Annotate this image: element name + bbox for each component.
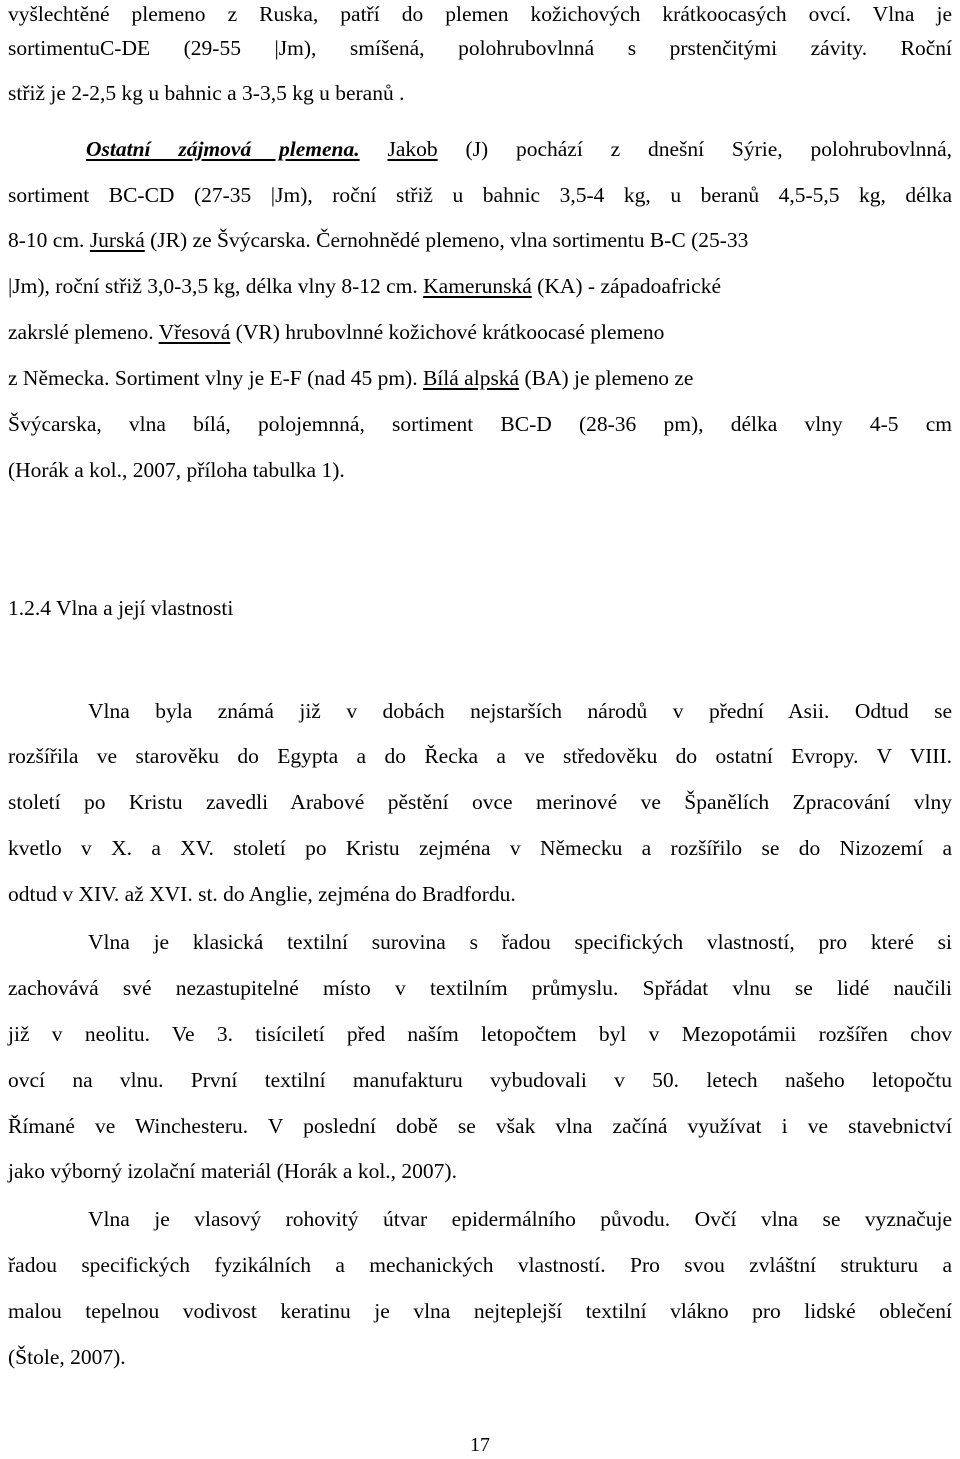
breed-name: Kamerunská	[423, 274, 532, 298]
text-line: jako výborný izolační materiál (Horák a kol., 2007).	[8, 1159, 457, 1183]
text-line: rozšířila ve starověku do Egypta a do Řecka a ve středověku do ostatní Evropy. V VIII.	[8, 744, 952, 768]
text-line: řadou specifických fyzikálních a mechanických vlastností. Pro svou zvláštní strukturu a	[8, 1253, 952, 1277]
breed-name: Bílá alpská	[422, 366, 520, 390]
text-line: odtud v XIV. až XVI. st. do Anglie, zejména do Bradfordu.	[8, 882, 516, 906]
text-span: (VR) hrubovlnné kožichové krátkoocasé plemeno	[230, 320, 665, 344]
text-line: sortiment BC-CD (27-35 |Jm), roční střiž u bahnic 3,5-4 kg, u beranů 4,5-5,5 kg, délka	[8, 183, 952, 207]
text-line: Švýcarska, vlna bílá, polojemnná, sortiment BC-D (28-36 pm), délka vlny 4-5 cm	[8, 412, 952, 436]
text-line: Vlna je klasická textilní surovina s řadou specifických vlastností, pro které si	[88, 930, 952, 954]
text-line: sortimentuC-DE (29-55 |Jm), smíšená, polohrubovlnná s prstenčitými závity. Roční	[8, 36, 952, 60]
page-number: 17	[470, 1434, 490, 1456]
text-line: století po Kristu zavedli Arabové pěstění ovce merinové ve Španělích Zpracování vlny	[8, 790, 952, 814]
text-span: (J) pochází z dnešní Sýrie, polohrubovlnná,	[437, 137, 953, 161]
text-line	[8, 226, 952, 254]
text-line: střiž je 2-2,5 kg u bahnic a 3-3,5 kg u beranů .	[8, 81, 405, 105]
text-line	[8, 364, 952, 392]
text-line: ovcí na vlnu. První textilní manufakturu vybudovali v 50. letech našeho letopočtu	[8, 1068, 952, 1092]
text-span: z Německa. Sortiment vlny je E-F (nad 45 pm).	[8, 366, 423, 390]
text-line: Vlna je vlasový rohovitý útvar epidermálního původu. Ovčí vlna se vyznačuje	[88, 1207, 952, 1231]
text-line: (Horák a kol., 2007, příloha tabulka 1).	[8, 458, 345, 482]
text-span: (JR) ze Švýcarska. Černohnědé plemeno, vlna sortimentu B-C (25-33	[144, 228, 749, 252]
text-line: již v neolitu. Ve 3. tisíciletí před naším letopočtem byl v Mezopotámii rozšířen chov	[8, 1022, 952, 1046]
breed-name: Jurská	[89, 228, 145, 252]
breed-name: Vřesová	[158, 320, 231, 344]
text-span: 8-10 cm.	[8, 228, 90, 252]
text-line: Vlna byla známá již v dobách nejstarších národů v přední Asii. Odtud se	[88, 699, 952, 723]
breed-name: Jakob	[387, 137, 438, 161]
text-line: zachovává své nezastupitelné místo v textilním průmyslu. Spřádat vlnu se lidé naučili	[8, 976, 952, 1000]
section-heading: 1.2.4 Vlna a její vlastnosti	[8, 596, 234, 620]
text-span: |Jm), roční střiž 3,0-3,5 kg, délka vlny 8-12 cm.	[8, 274, 418, 298]
text-span: zakrslé plemeno.	[8, 320, 159, 344]
text-line	[8, 318, 952, 346]
text-span: (BA) je plemeno ze	[519, 366, 694, 390]
text-line: Římané ve Winchesteru. V poslední době se však vlna začíná využívat i ve stavebnictví	[8, 1114, 952, 1138]
text-line: kvetlo v X. a XV. století po Kristu zejména v Německu a rozšířilo se do Nizozemí a	[8, 836, 952, 860]
text-line	[86, 135, 952, 163]
text-line: malou tepelnou vodivost keratinu je vlna nejteplejší textilní vlákno pro lidské oblečení	[8, 1299, 952, 1323]
text-line	[8, 272, 952, 300]
text-span: (KA) - západoafrické	[531, 274, 721, 298]
text-line: vyšlechtěné plemeno z Ruska, patří do plemen kožichových krátkoocasých ovcí. Vlna je	[8, 2, 952, 26]
section-subheading: Ostatní zájmová plemena.	[86, 137, 360, 161]
text-line: (Štole, 2007).	[8, 1345, 126, 1369]
